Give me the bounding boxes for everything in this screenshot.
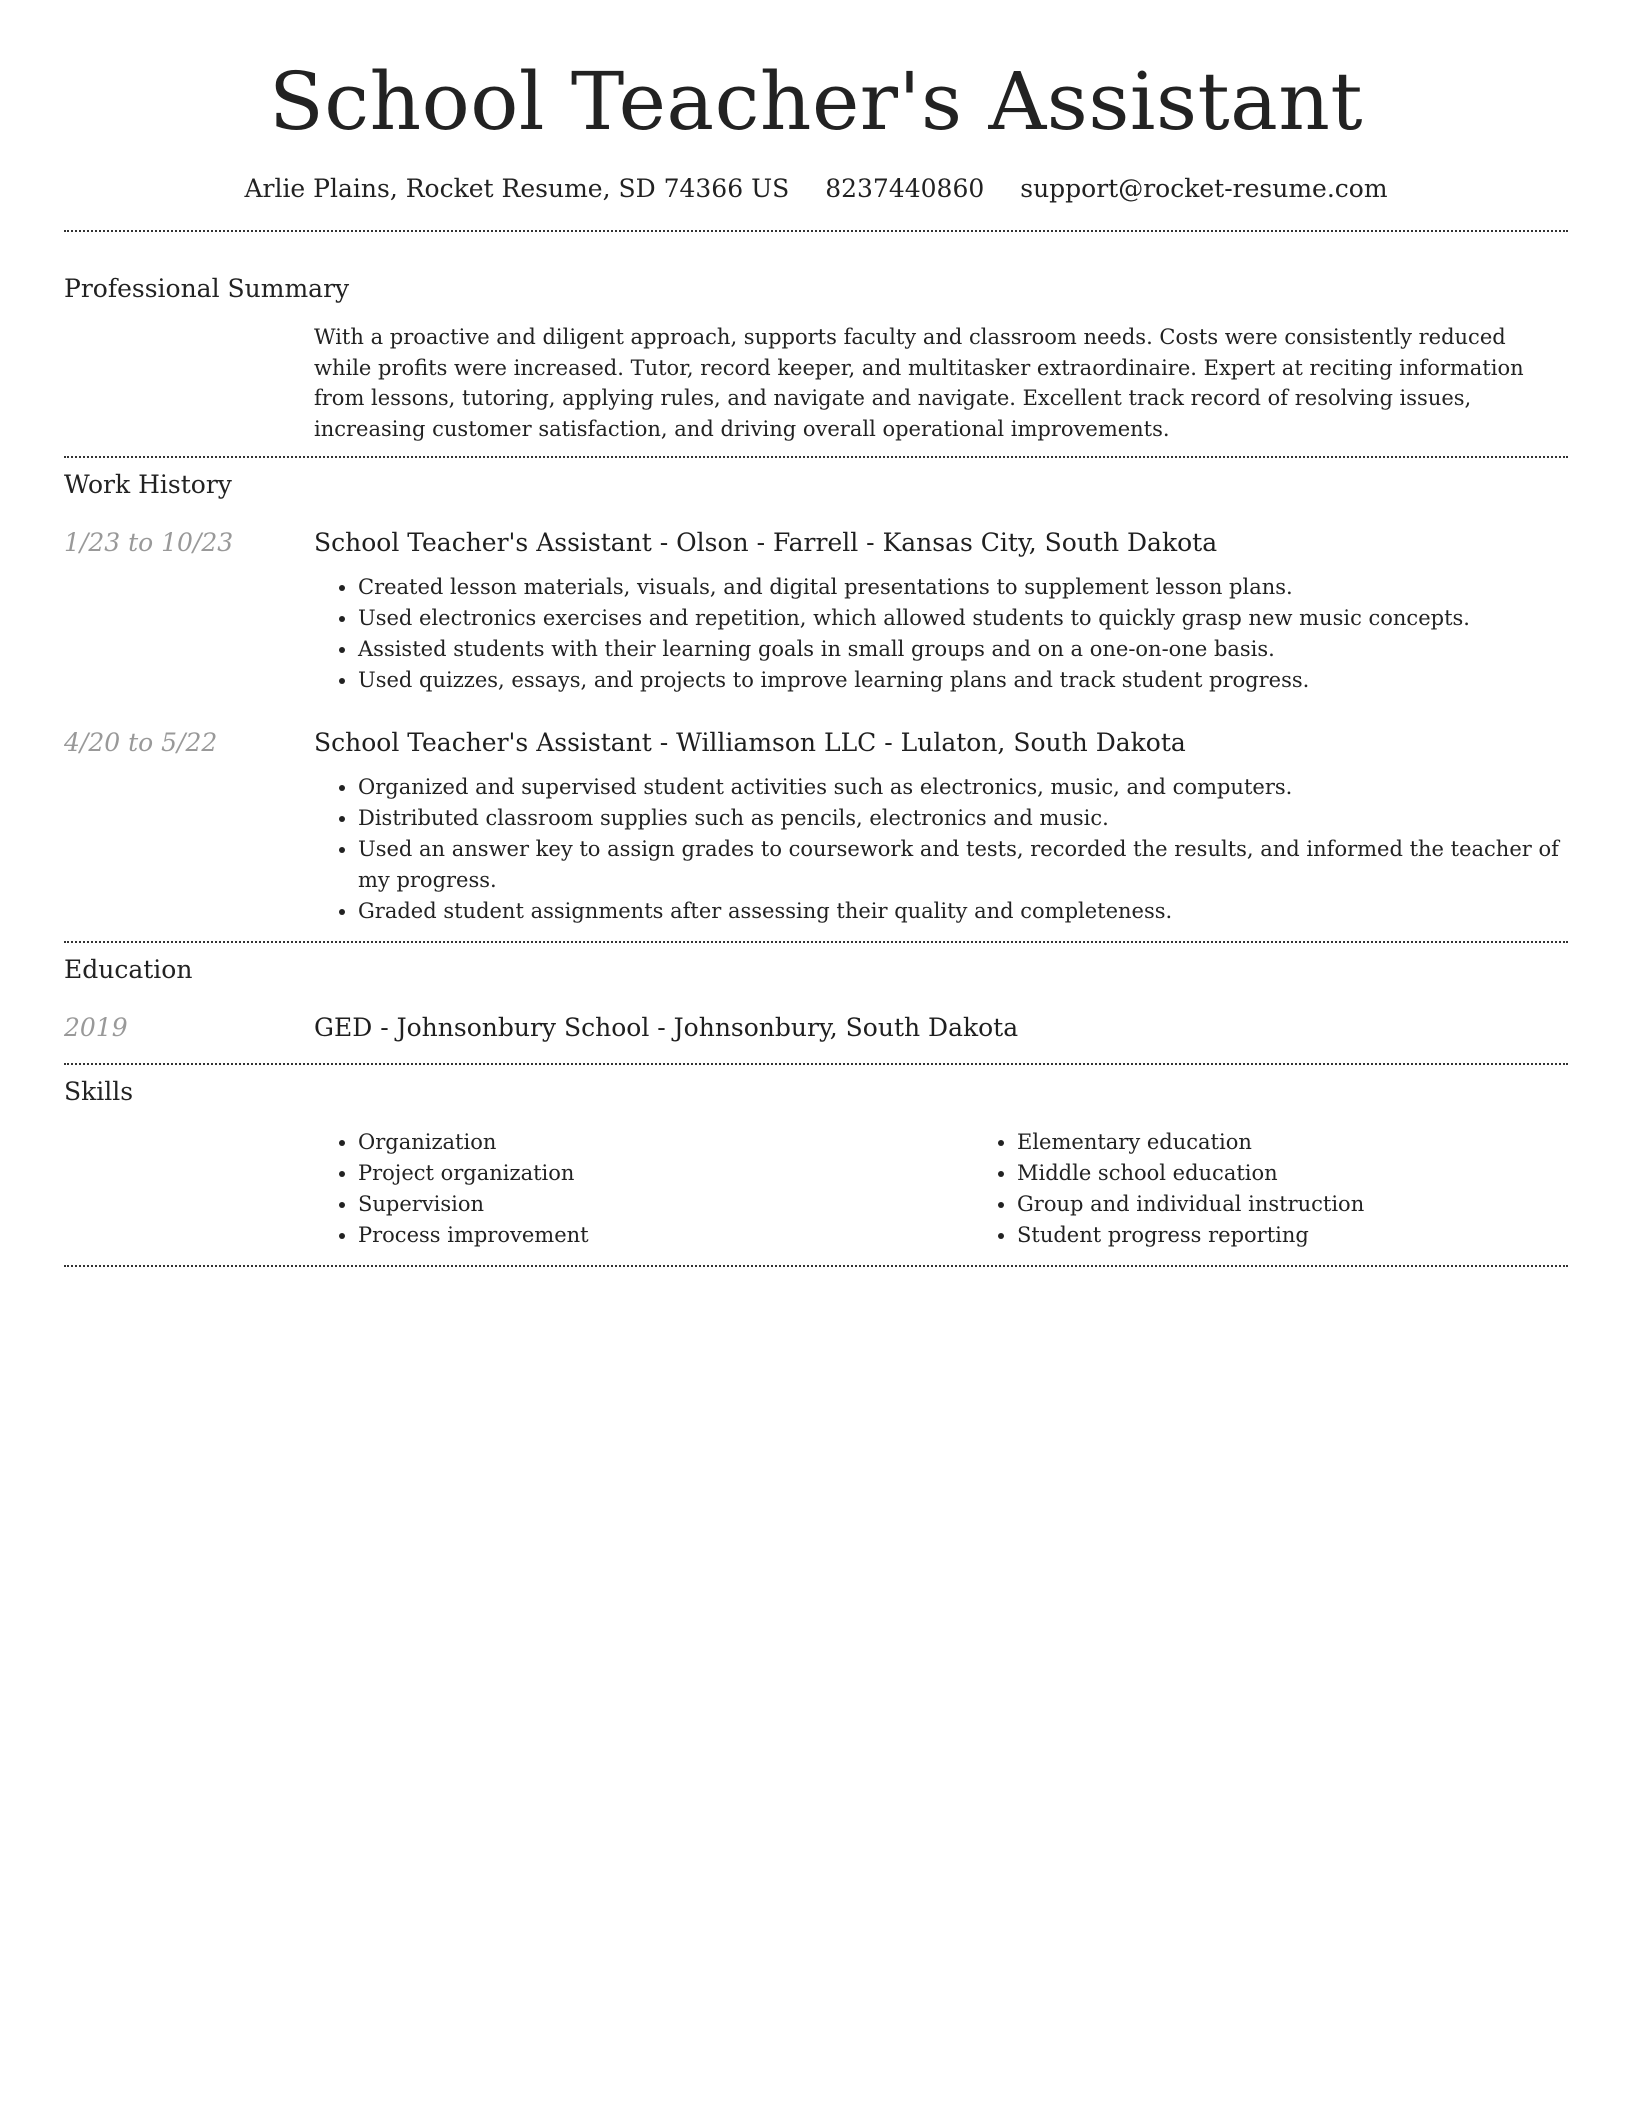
list-item: • Group and individual instruction xyxy=(1017,1189,1632,1220)
contact-address: Arlie Plains, Rocket Resume, SD 74366 US xyxy=(244,174,790,203)
list-item: • Supervision xyxy=(358,1189,973,1220)
resume-name: School Teacher's Assistant xyxy=(268,55,1364,148)
job-title: School Teacher's Assistant - Williamson LLC - Lulaton, South Dakota xyxy=(314,728,1186,757)
job-entry xyxy=(64,526,1568,696)
divider xyxy=(64,941,1568,943)
education-year: 2019 xyxy=(64,1013,128,1042)
divider xyxy=(64,230,1568,232)
contact-phone: 8237440860 xyxy=(825,174,985,203)
skills-list-left xyxy=(314,1127,973,1251)
list-item: • Elementary education xyxy=(1017,1127,1632,1158)
job-entry xyxy=(64,726,1568,927)
divider xyxy=(64,1265,1568,1267)
list-item: • Distributed classroom supplies such as pencils, electronics and music. xyxy=(358,803,1568,834)
list-item: • Assisted students with their learning goals in small groups and on a one-on-one basis. xyxy=(358,634,1568,665)
skills-heading: Skills xyxy=(64,1077,134,1106)
contact-line xyxy=(64,172,1568,206)
list-item: • Project organization xyxy=(358,1158,973,1189)
list-item: • Used an answer key to assign grades to coursework and tests, recorded the results, and informed the teacher of my progress. xyxy=(358,834,1568,896)
job-dates: 4/20 to 5/22 xyxy=(64,728,218,757)
education-heading: Education xyxy=(64,955,193,984)
list-item: • Used electronics exercises and repetition, which allowed students to quickly grasp new music concepts. xyxy=(358,603,1568,634)
list-item: • Process improvement xyxy=(358,1220,973,1251)
list-item: • Used quizzes, essays, and projects to improve learning plans and track student progress. xyxy=(358,665,1568,696)
list-item: • Student progress reporting xyxy=(1017,1220,1632,1251)
job-dates: 1/23 to 10/23 xyxy=(64,528,234,557)
list-item: • Middle school education xyxy=(1017,1158,1632,1189)
job-title: School Teacher's Assistant - Olson - Farrell - Kansas City, South Dakota xyxy=(314,528,1218,557)
job-bullets xyxy=(314,772,1568,927)
education-text: GED - Johnsonbury School - Johnsonbury, South Dakota xyxy=(314,1013,1019,1042)
list-item: • Created lesson materials, visuals, and digital presentations to supplement lesson plans. xyxy=(358,572,1568,603)
list-item: • Graded student assignments after assessing their quality and completeness. xyxy=(358,896,1568,927)
list-item: • Organization xyxy=(358,1127,973,1158)
divider xyxy=(64,456,1568,458)
summary-heading: Professional Summary xyxy=(64,274,350,303)
summary-text: With a proactive and diligent approach, supports faculty and classroom needs. Costs were consistently reduced while profits were increased. Tutor, record keeper, and multitasker extraordinaire. Expert at reciting information from lessons, tutoring, applying rules, and navigate and navigate. Excellent track record of resolving issues, increasing customer satisfaction, and driving overall operational improvements. xyxy=(314,325,1524,441)
job-bullets xyxy=(314,572,1568,696)
contact-email: support@rocket-resume.com xyxy=(1020,174,1388,203)
work-history-heading: Work History xyxy=(64,470,232,499)
education-entry xyxy=(64,1011,1568,1045)
divider xyxy=(64,1063,1568,1065)
list-item: • Organized and supervised student activities such as electronics, music, and computers. xyxy=(358,772,1568,803)
skills-list-right xyxy=(973,1127,1632,1251)
